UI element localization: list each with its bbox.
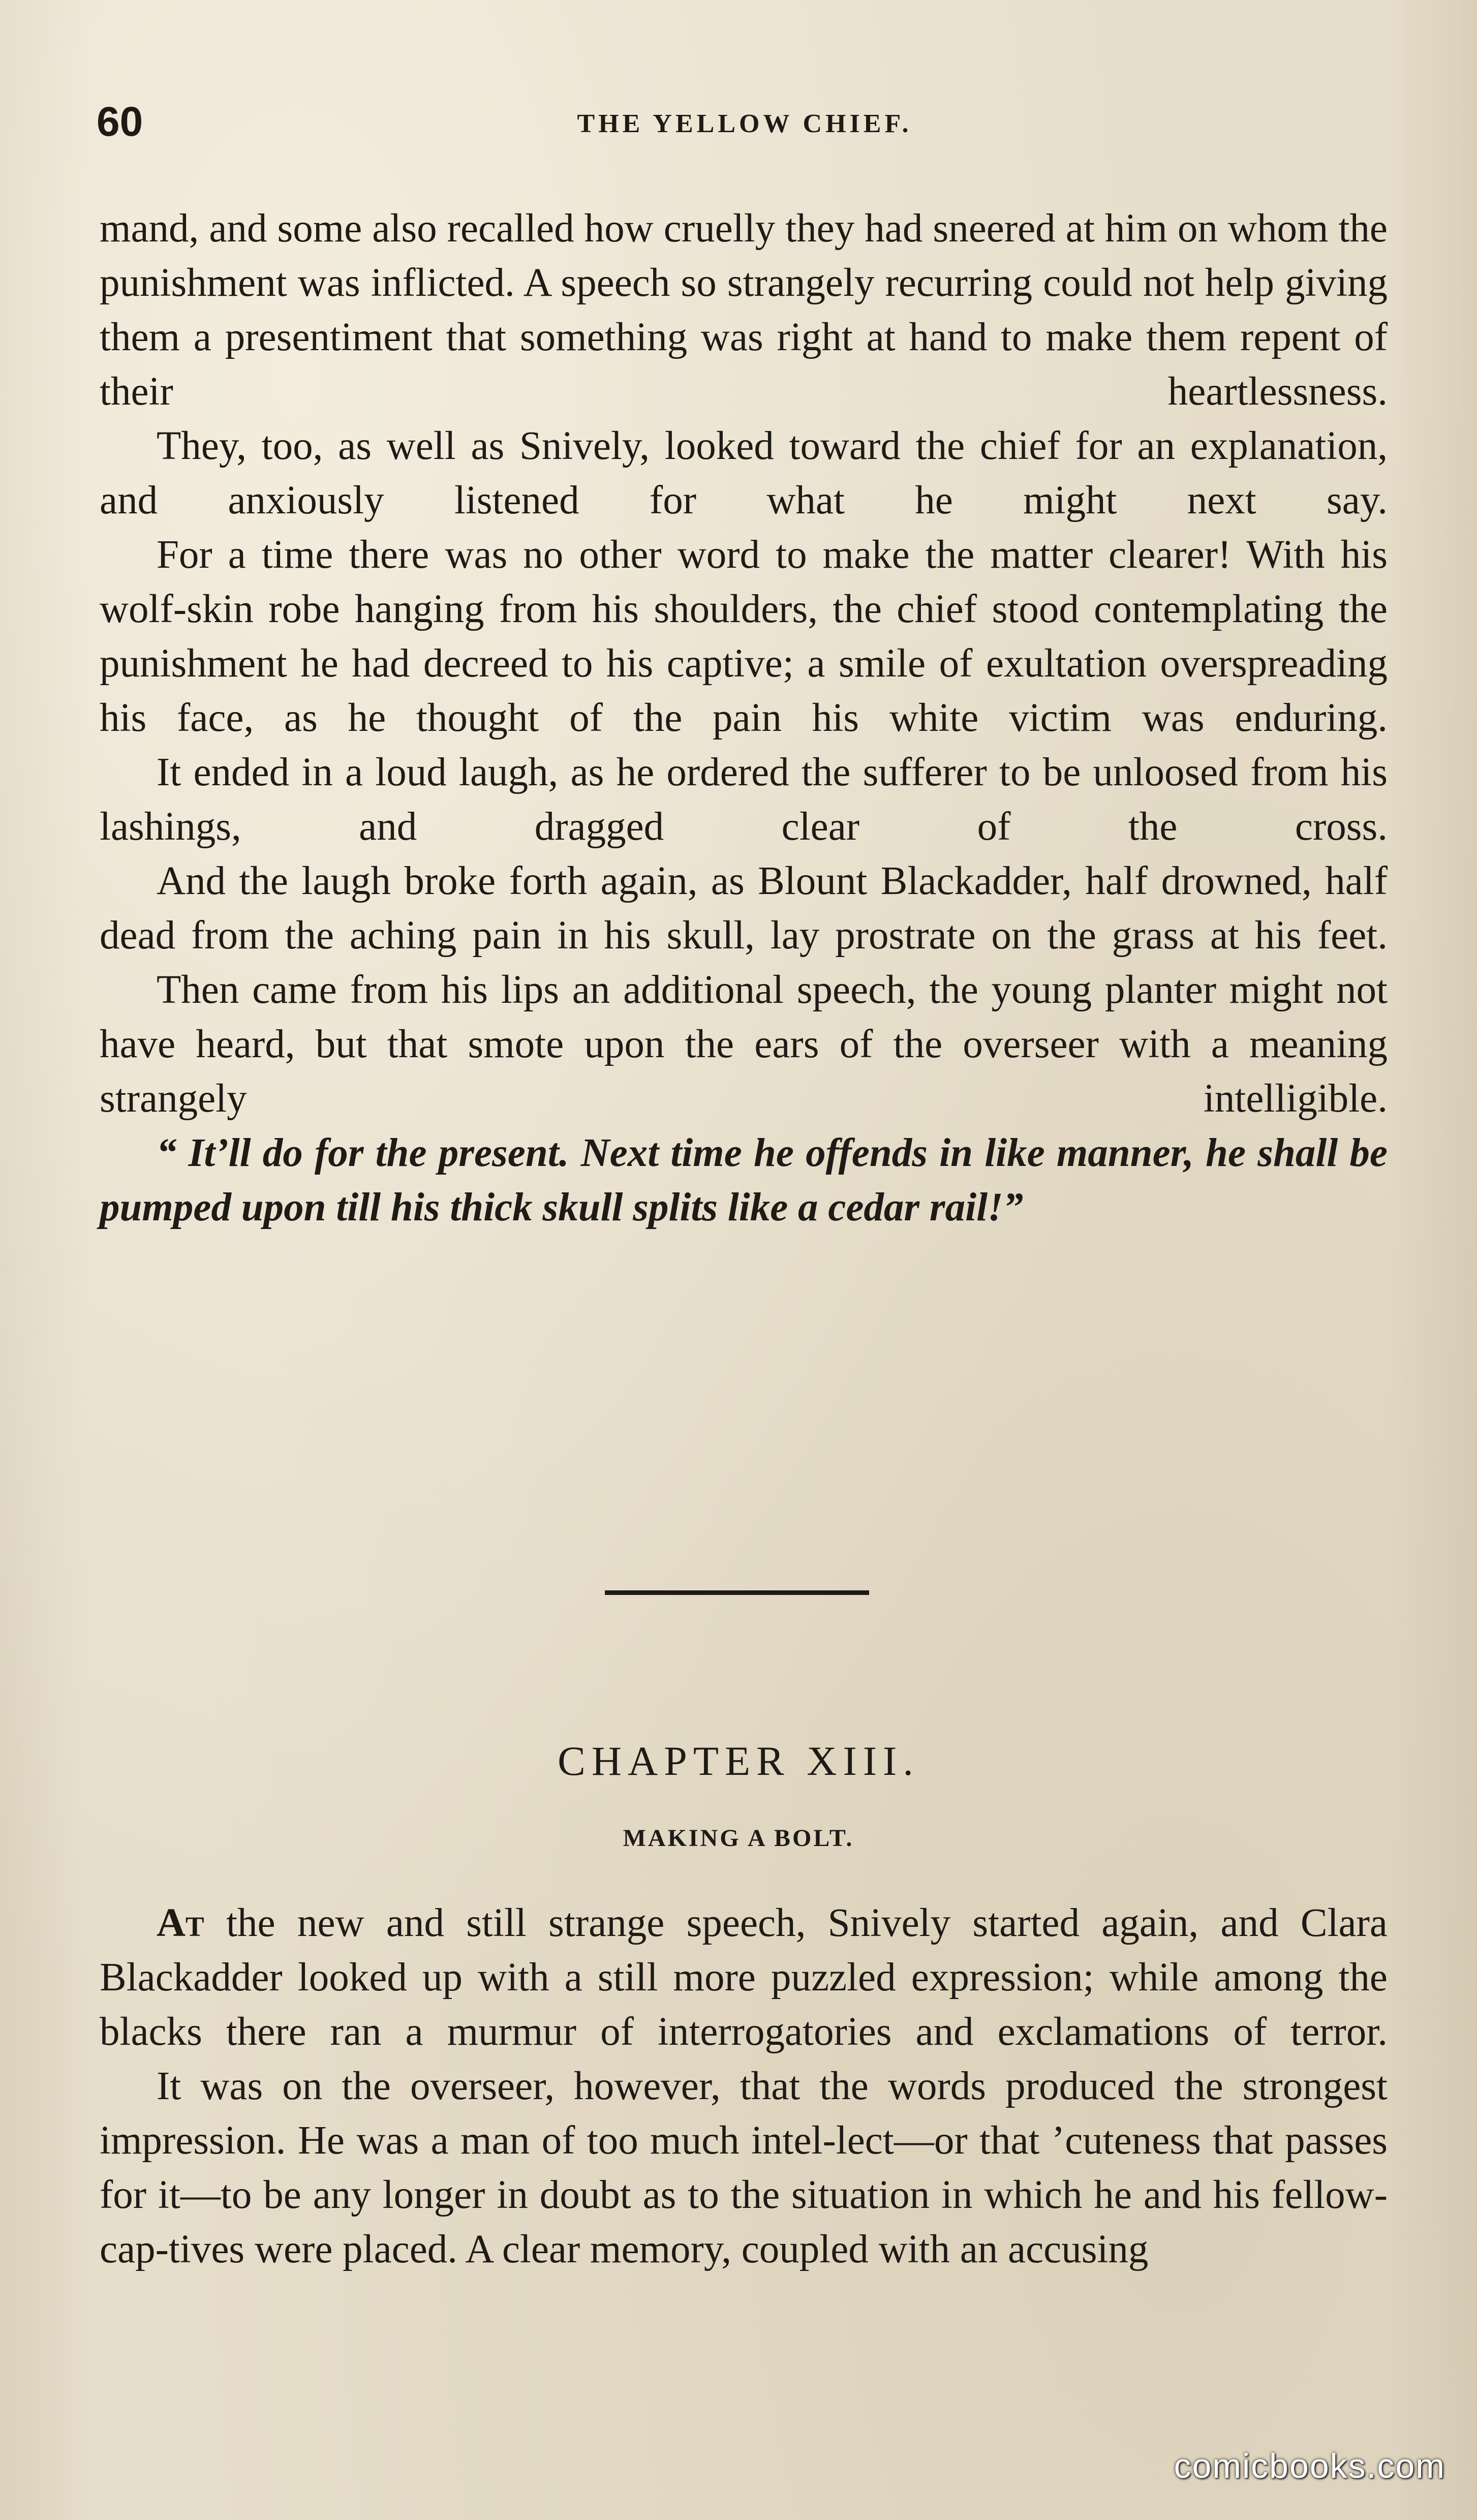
paragraph (100, 1896, 1388, 2059)
book-title: THE YELLOW CHIEF. (577, 109, 912, 138)
running-head (97, 97, 1393, 158)
paragraph: It ended in a loud laugh, as he ordered the sufferer to be unloosed from his lashings, and dragged clear of the cross. (100, 750, 1388, 849)
chapter-heading: CHAPTER XIII. (558, 1738, 919, 1784)
paragraph-lead-word: At (157, 1901, 204, 1945)
quoted-speech: “ It’ll do for the present. Next time he offends in like manner, he shall be pumped upon till his thick skull splits like a cedar rail!” (100, 1131, 1388, 1230)
paragraph: For a time there was no other word to make the matter clearer! With his wolf-skin robe hanging from his shoulders, the chief stood contemplating the punishment he had decreed to his captive; a smile of exultation overspreading his face, as he thought of the pain his white victim was enduring. (100, 533, 1388, 740)
paragraph: Then came from his lips an additional speech, the young planter might not have heard, but that smote upon the ears of the overseer with a meaning strangely intelligible. (100, 968, 1388, 1121)
section-divider-rule (605, 1590, 869, 1595)
body-text-bottom (100, 1896, 1388, 2277)
body-text-top (100, 201, 1388, 1235)
watermark-logo: comicbooks.com (1174, 2447, 1445, 2485)
chapter-subheading: MAKING A BOLT. (623, 1825, 854, 1852)
paragraph: mand, and some also recalled how cruelly they had sneered at him on whom the punishment was inflicted. A speech so strangely recurring could not help giving them a presentiment that something was right at hand to make them repent of their heartlessness. (100, 206, 1388, 414)
page-number: 60 (97, 99, 143, 145)
paragraph: It was on the overseer, however, that the words produced the strongest impression. He was a man of too much intel-lect—or that ’cuteness that passes for it—to be any longer in doubt as to the situation in which he and his fellow-cap-tives were placed. A clear memory, coupled with an accusing (100, 2064, 1388, 2271)
paragraph: They, too, as well as Snively, looked toward the chief for an explanation, and anxiously listened for what he might next say. (100, 424, 1388, 523)
paragraph: And the laugh broke forth again, as Blount Blackadder, half drowned, half dead from the aching pain in his skull, lay prostrate on the grass at his feet. (100, 859, 1388, 958)
paragraph-text: the new and still strange speech, Snively started again, and Clara Blackadder looked up with a still more puzzled expression; while among the blacks there ran a murmur of interrogatories and exclamations of terror. (100, 1901, 1388, 2054)
